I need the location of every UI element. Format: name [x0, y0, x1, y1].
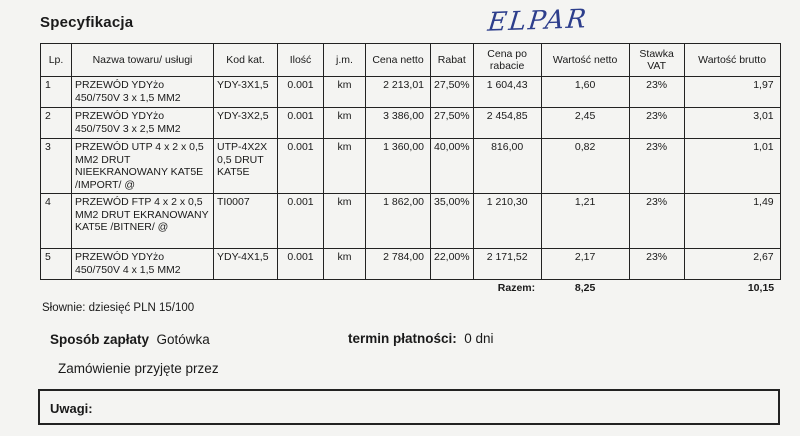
totals-row	[41, 280, 781, 297]
header-lp: Lp.	[41, 44, 72, 77]
cell-code: TI0007	[214, 194, 278, 249]
cell-qty: 0.001	[278, 108, 324, 139]
cell-gross: 1,97	[684, 77, 780, 108]
cell-vat: 23%	[629, 77, 684, 108]
cell-code: YDY-3X2,5	[214, 108, 278, 139]
table-row	[41, 139, 781, 194]
handwritten-note: ELPAR	[486, 4, 590, 38]
header-price: Cena netto	[366, 44, 431, 77]
order-accepted-by: Zamówienie przyjęte przez	[58, 361, 219, 376]
cell-lp: 1	[41, 77, 72, 108]
table-row	[41, 194, 781, 249]
cell-qty: 0.001	[278, 77, 324, 108]
cell-name: PRZEWÓD YDYżo 450/750V 4 x 1,5 MM2	[72, 249, 214, 280]
cell-gross: 1,49	[684, 194, 780, 249]
cell-lp: 3	[41, 139, 72, 194]
cell-vat: 23%	[629, 194, 684, 249]
payment-method-value: Gotówka	[156, 332, 210, 347]
header-vat: Stawka VAT	[629, 44, 684, 77]
payment-method-label: Sposób zapłaty	[50, 332, 150, 347]
payment-term-value: 0 dni	[464, 331, 494, 346]
cell-price: 2 213,01	[366, 77, 431, 108]
cell-lp: 4	[41, 194, 72, 249]
cell-discount: 35,00%	[431, 194, 474, 249]
cell-code: UTP-4X2X 0,5 DRUT KAT5E	[214, 139, 278, 194]
cell-unit: km	[324, 249, 366, 280]
cell-price-after: 2 454,85	[473, 108, 541, 139]
header-discount: Rabat	[431, 44, 474, 77]
table-row	[41, 108, 781, 139]
cell-gross: 1,01	[684, 139, 780, 194]
cell-price: 2 784,00	[366, 249, 431, 280]
cell-net: 1,60	[541, 77, 629, 108]
cell-unit: km	[324, 139, 366, 194]
cell-qty: 0.001	[278, 194, 324, 249]
cell-name: PRZEWÓD UTP 4 x 2 x 0,5 MM2 DRUT NIEEKRANOWANY KAT5E /IMPORT/ @	[72, 139, 214, 194]
cell-lp: 2	[41, 108, 72, 139]
amount-in-words: Słownie: dziesięć PLN 15/100	[42, 302, 195, 314]
remarks-label: Uwagi:	[50, 401, 93, 416]
payment-method	[50, 332, 210, 347]
cell-vat: 23%	[629, 139, 684, 194]
cell-vat: 23%	[629, 249, 684, 280]
cell-discount: 27,50%	[431, 77, 474, 108]
header-code: Kod kat.	[214, 44, 278, 77]
cell-unit: km	[324, 108, 366, 139]
table-header-row	[41, 44, 781, 77]
total-gross: 10,15	[747, 282, 775, 294]
totals-spacer	[41, 280, 474, 297]
cell-price: 1 360,00	[366, 139, 431, 194]
header-name: Nazwa towaru/ usługi	[72, 44, 214, 77]
cell-net: 1,21	[541, 194, 629, 249]
table-row	[41, 249, 781, 280]
cell-qty: 0.001	[278, 139, 324, 194]
cell-price-after: 1 210,30	[473, 194, 541, 249]
cell-discount: 40,00%	[431, 139, 474, 194]
cell-name: PRZEWÓD FTP 4 x 2 x 0,5 MM2 DRUT EKRANOWANY KAT5E /BITNER/ @	[72, 194, 214, 249]
table-row	[41, 77, 781, 108]
cell-discount: 22,00%	[431, 249, 474, 280]
cell-name: PRZEWÓD YDYżo 450/750V 3 x 2,5 MM2	[72, 108, 214, 139]
cell-gross: 2,67	[684, 249, 780, 280]
header-qty: Ilość	[278, 44, 324, 77]
cell-code: YDY-4X1,5	[214, 249, 278, 280]
total-net: 8,25	[574, 282, 596, 294]
header-net: Wartość netto	[541, 44, 629, 77]
cell-unit: km	[324, 77, 366, 108]
header-price-after: Cena po rabacie	[473, 44, 541, 77]
total-label: Razem:	[497, 282, 536, 294]
cell-code: YDY-3X1,5	[214, 77, 278, 108]
cell-unit: km	[324, 194, 366, 249]
cell-price-after: 2 171,52	[473, 249, 541, 280]
cell-price: 3 386,00	[366, 108, 431, 139]
payment-term-label: termin płatności:	[348, 331, 457, 346]
cell-gross: 3,01	[684, 108, 780, 139]
specification-table	[40, 43, 781, 297]
cell-net: 2,45	[541, 108, 629, 139]
cell-qty: 0.001	[278, 249, 324, 280]
section-heading: Specyfikacja	[40, 14, 134, 31]
cell-discount: 27,50%	[431, 108, 474, 139]
totals-vat-spacer	[629, 280, 684, 297]
cell-vat: 23%	[629, 108, 684, 139]
cell-net: 0,82	[541, 139, 629, 194]
header-gross: Wartość brutto	[684, 44, 780, 77]
cell-price-after: 1 604,43	[473, 77, 541, 108]
cell-price-after: 816,00	[473, 139, 541, 194]
cell-lp: 5	[41, 249, 72, 280]
cell-name: PRZEWÓD YDYżo 450/750V 3 x 1,5 MM2	[72, 77, 214, 108]
payment-term	[348, 331, 494, 346]
cell-price: 1 862,00	[366, 194, 431, 249]
header-unit: j.m.	[324, 44, 366, 77]
remarks-box	[38, 389, 780, 425]
cell-net: 2,17	[541, 249, 629, 280]
